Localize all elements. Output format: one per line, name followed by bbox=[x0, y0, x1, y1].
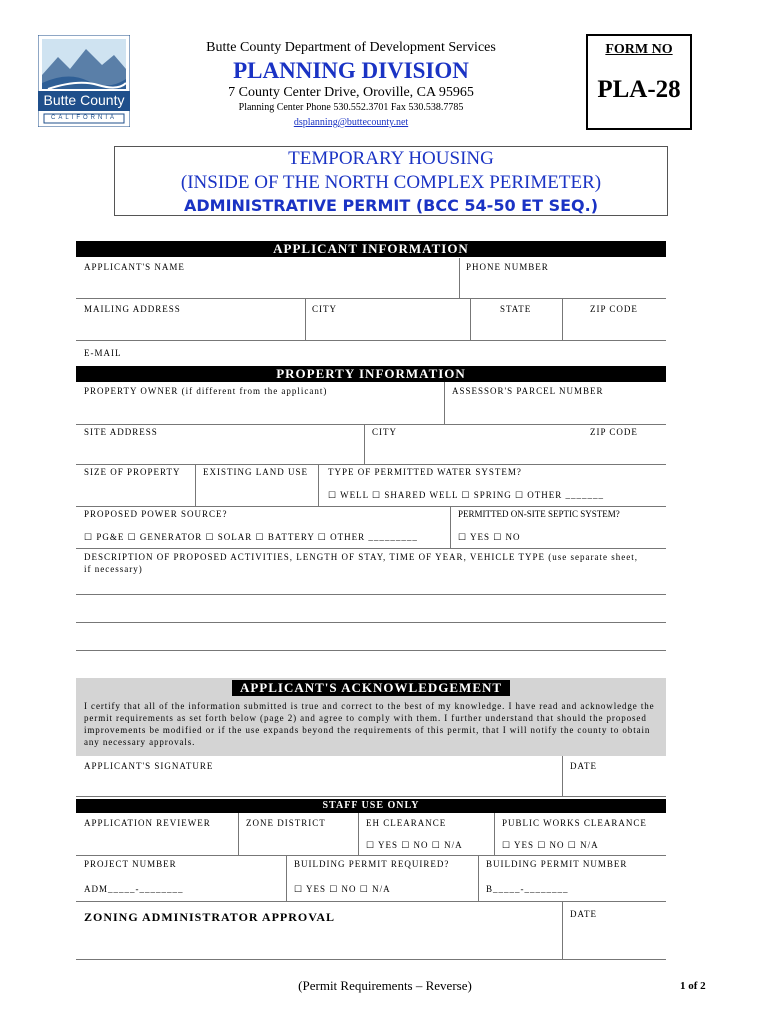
divider bbox=[459, 258, 460, 298]
mailing-address-label: MAILING ADDRESS bbox=[84, 304, 181, 314]
zone-district-label: ZONE DISTRICT bbox=[246, 818, 326, 828]
divider bbox=[195, 464, 196, 506]
property-owner-field[interactable] bbox=[76, 424, 666, 425]
title-line-1: TEMPORARY HOUSING bbox=[288, 148, 494, 169]
apn-label: ASSESSOR'S PARCEL NUMBER bbox=[452, 386, 604, 396]
divider bbox=[494, 813, 495, 855]
bp-required-label: BUILDING PERMIT REQUIRED? bbox=[294, 859, 450, 869]
logo-text: Butte County bbox=[43, 92, 125, 108]
applicant-zip-label: ZIP CODE bbox=[590, 304, 638, 314]
public-works-label: PUBLIC WORKS CLEARANCE bbox=[502, 818, 647, 828]
divider bbox=[478, 855, 479, 901]
divider bbox=[286, 855, 287, 901]
email-label: E-MAIL bbox=[84, 348, 122, 358]
reviewer-label: APPLICATION REVIEWER bbox=[84, 818, 211, 828]
email-link[interactable]: dsplanning@buttecounty.net bbox=[293, 117, 409, 128]
power-source-options[interactable]: ☐ PG&E ☐ GENERATOR ☐ SOLAR ☐ BATTERY ☐ OTHER _________ bbox=[84, 532, 418, 542]
applicant-name-field[interactable] bbox=[76, 298, 666, 299]
page-number: 1 of 2 bbox=[680, 980, 706, 992]
zoning-approval-label: ZONING ADMINISTRATOR APPROVAL bbox=[84, 910, 336, 924]
office-address: 7 County Center Drive, Oroville, CA 95965 bbox=[228, 85, 474, 100]
site-address-field[interactable] bbox=[76, 464, 666, 465]
county-logo bbox=[38, 35, 130, 127]
approval-date-label: DATE bbox=[570, 909, 597, 919]
eh-clearance-options[interactable]: ☐ YES ☐ NO ☐ N/A bbox=[366, 840, 463, 850]
permit-requirements-note: (Permit Requirements – Reverse) bbox=[298, 978, 472, 993]
divider bbox=[444, 382, 445, 424]
title-line-3: ADMINISTRATIVE PERMIT (BCC 54-50 ET SEQ.) bbox=[183, 196, 599, 215]
adm-number-field[interactable]: ADM_____-________ bbox=[84, 884, 184, 894]
divider bbox=[238, 813, 239, 855]
divider bbox=[318, 464, 319, 506]
form-number-box bbox=[586, 34, 692, 130]
property-zip-label: ZIP CODE bbox=[590, 427, 638, 437]
divider bbox=[562, 756, 563, 796]
water-system-label: TYPE OF PERMITTED WATER SYSTEM? bbox=[328, 467, 522, 477]
property-info-heading: PROPERTY INFORMATION bbox=[76, 366, 666, 382]
project-number-row bbox=[76, 901, 666, 902]
site-address-label: SITE ADDRESS bbox=[84, 427, 158, 437]
divider bbox=[470, 298, 471, 340]
b-number-field[interactable]: B_____-________ bbox=[486, 884, 569, 894]
property-owner-label: PROPERTY OWNER (if different from the applicant) bbox=[84, 386, 328, 396]
land-use-label: EXISTING LAND USE bbox=[203, 467, 308, 477]
property-size-label: SIZE OF PROPERTY bbox=[84, 467, 181, 477]
project-number-label: PROJECT NUMBER bbox=[84, 859, 177, 869]
septic-options[interactable]: ☐ YES ☐ NO bbox=[458, 532, 521, 542]
property-city-label: CITY bbox=[372, 427, 397, 437]
divider bbox=[562, 298, 563, 340]
signature-date-label: DATE bbox=[570, 761, 597, 771]
form-no: PLA-28 bbox=[597, 76, 681, 103]
public-works-options[interactable]: ☐ YES ☐ NO ☐ N/A bbox=[502, 840, 599, 850]
phone-number-label: PHONE NUMBER bbox=[466, 262, 549, 272]
divider bbox=[305, 298, 306, 340]
applicant-name-label: APPLICANT'S NAME bbox=[84, 262, 185, 272]
department-name: Butte County Department of Development Services bbox=[206, 40, 496, 55]
bp-required-options[interactable]: ☐ YES ☐ NO ☐ N/A bbox=[294, 884, 391, 894]
reviewer-field[interactable] bbox=[76, 855, 666, 856]
logo-landscape-icon bbox=[38, 35, 130, 127]
staff-use-heading: STAFF USE ONLY bbox=[76, 799, 666, 813]
description-line-3[interactable] bbox=[76, 650, 666, 651]
divider bbox=[450, 506, 451, 548]
title-line-2: (INSIDE OF THE NORTH COMPLEX PERIMETER) bbox=[180, 172, 602, 193]
septic-system-label: PERMITTED ON-SITE SEPTIC SYSTEM? bbox=[458, 509, 620, 519]
logo-subtext: CALIFORNIA bbox=[50, 115, 117, 121]
divider bbox=[562, 901, 563, 959]
description-line-2[interactable] bbox=[76, 622, 666, 623]
description-label: DESCRIPTION OF PROPOSED ACTIVITIES, LENGTH OF STAY, TIME OF YEAR, VEHICLE TYPE (use separate sheet, if necessary) bbox=[84, 552, 638, 574]
power-source-label: PROPOSED POWER SOURCE? bbox=[84, 509, 228, 519]
description-line-1[interactable] bbox=[76, 594, 666, 595]
mailing-address-field[interactable] bbox=[76, 340, 666, 341]
bp-number-label: BUILDING PERMIT NUMBER bbox=[486, 859, 628, 869]
power-source-field[interactable] bbox=[76, 548, 666, 549]
zoning-approval-field[interactable] bbox=[76, 959, 666, 960]
phone-fax: Planning Center Phone 530.552.3701 Fax 530.538.7785 bbox=[238, 102, 464, 113]
applicant-info-heading: APPLICANT INFORMATION bbox=[76, 241, 666, 257]
divider bbox=[358, 813, 359, 855]
applicant-signature-label: APPLICANT'S SIGNATURE bbox=[84, 761, 214, 771]
divider bbox=[364, 424, 365, 464]
division-name: PLANNING DIVISION bbox=[233, 58, 469, 83]
applicant-signature-field[interactable] bbox=[76, 796, 666, 797]
eh-clearance-label: EH CLEARANCE bbox=[366, 818, 447, 828]
applicant-city-label: CITY bbox=[312, 304, 337, 314]
water-system-options[interactable]: ☐ WELL ☐ SHARED WELL ☐ SPRING ☐ OTHER _______ bbox=[328, 490, 605, 500]
acknowledgement-text: I certify that all of the information submitted is true and correct to the best of my knowledge. I have read and acknowledge the permit requirements as set forth below (page 2) and agree to comply with them. I further understand that should the proposed improvements be modified or if the use expands beyond the requirements of this permit, that I will notify the county to obtain any necessary approvals. bbox=[84, 701, 655, 747]
applicant-state-label: STATE bbox=[500, 304, 532, 314]
form-no-label: FORM NO bbox=[605, 42, 673, 57]
acknowledgement-heading: APPLICANT'S ACKNOWLEDGEMENT bbox=[232, 680, 510, 696]
property-size-field[interactable] bbox=[76, 506, 666, 507]
